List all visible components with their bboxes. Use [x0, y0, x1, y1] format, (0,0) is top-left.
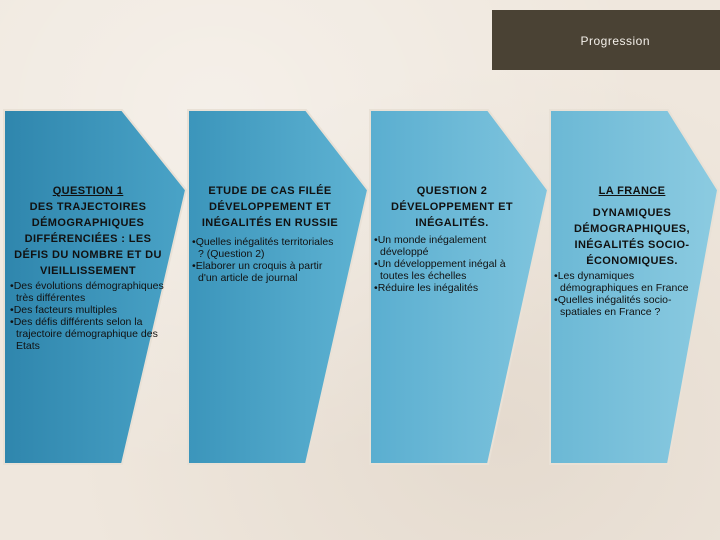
- heading-line: QUESTION 1: [52, 185, 124, 197]
- heading-line: LA FRANCE: [598, 185, 666, 197]
- heading-line: DYNAMIQUES: [592, 207, 672, 219]
- heading-line: INÉGALITÉS.: [415, 217, 489, 229]
- heading-line: DÉVELOPPEMENT ET: [209, 201, 331, 213]
- heading-line: ÉCONOMIQUES.: [586, 255, 678, 267]
- heading-line: DÉMOGRAPHIQUES: [31, 217, 145, 229]
- bullet-list: [374, 234, 522, 294]
- heading-line: DÉVELOPPEMENT ET: [391, 201, 513, 213]
- list-item: • Elaborer un croquis à partir d'un article de journal: [192, 260, 342, 284]
- heading-line: DÉMOGRAPHIQUES,: [573, 223, 690, 235]
- heading-line: QUESTION 2: [416, 185, 488, 197]
- bullet-list: [10, 280, 168, 352]
- list-item: • Les dynamiques démographiques en France: [554, 270, 708, 294]
- heading-line: DIFFÉRENCIÉES : LES: [24, 233, 152, 245]
- page-title: Progression: [580, 34, 650, 48]
- column-question-2: [372, 0, 532, 540]
- heading-line: DES TRAJECTOIRES: [29, 201, 147, 213]
- list-item: • Réduire les inégalités: [374, 282, 522, 294]
- list-item: • Quelles inégalités socio-spatiales en France ?: [554, 294, 708, 318]
- column-heading: [190, 183, 350, 231]
- list-item: • Des évolutions démographiques très différentes: [10, 280, 168, 304]
- list-item: • Quelles inégalités territoriales ? (Question 2): [192, 236, 342, 260]
- heading-line: INÉGALITÉS EN RUSSIE: [201, 217, 339, 229]
- list-item: • Un développement inégal à toutes les échelles: [374, 258, 522, 282]
- heading-line: DÉFIS DU NOMBRE ET DU: [14, 249, 162, 261]
- bullet-list: [192, 236, 342, 284]
- column-question-1: [6, 0, 170, 540]
- heading-line: ETUDE DE CAS FILÉE: [208, 185, 332, 197]
- list-item: • Des défis différents selon la trajectoire démographique des Etats: [10, 316, 168, 352]
- column-heading: [552, 183, 712, 269]
- list-item: • Un monde inégalement développé: [374, 234, 522, 258]
- column-case-study: [190, 0, 350, 540]
- heading-line: INÉGALITÉS SOCIO-: [574, 239, 690, 251]
- column-france: [552, 0, 712, 540]
- heading-line: VIEILLISSEMENT: [39, 265, 137, 277]
- column-heading: [372, 183, 532, 231]
- column-heading: [6, 183, 170, 279]
- bullet-list: [554, 270, 708, 318]
- list-item: • Des facteurs multiples: [10, 304, 168, 316]
